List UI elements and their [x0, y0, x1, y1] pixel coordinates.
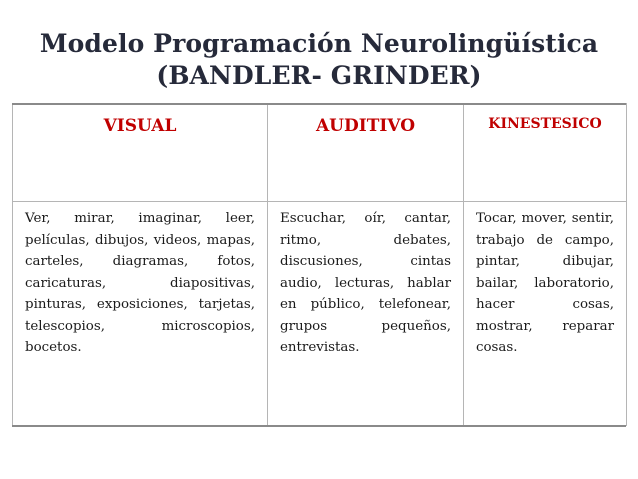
header-kinestesico: KINESTESICO — [464, 104, 627, 202]
table-row — [13, 202, 627, 426]
page-subtitle: (BANDLER- GRINDER) — [156, 61, 482, 90]
cell-auditivo: Escuchar, oír, cantar, ritmo, debates, discusiones, cintas audio, lecturas, hablar en público, telefonear, grupos pequeños, entrevistas. — [268, 202, 464, 426]
table-header-row — [13, 104, 627, 202]
table-top-rule — [12, 103, 626, 105]
table-bottom-rule — [12, 425, 626, 427]
learning-styles-table — [12, 103, 627, 426]
page-title: Modelo Programación Neurolingüística — [39, 29, 599, 58]
cell-kinestesico: Tocar, mover, sentir, trabajo de campo, pintar, dibujar, bailar, laboratorio, hacer cosas, mostrar, reparar cosas. — [464, 202, 627, 426]
cell-visual: Ver, mirar, imaginar, leer, películas, dibujos, videos, mapas, carteles, diagramas, fotos, caricaturas, diapositivas, pinturas, exposiciones, tarjetas, telescopios, microscopios, bocetos. — [13, 202, 268, 426]
header-auditivo: AUDITIVO — [268, 104, 464, 202]
header-visual: VISUAL — [13, 104, 268, 202]
